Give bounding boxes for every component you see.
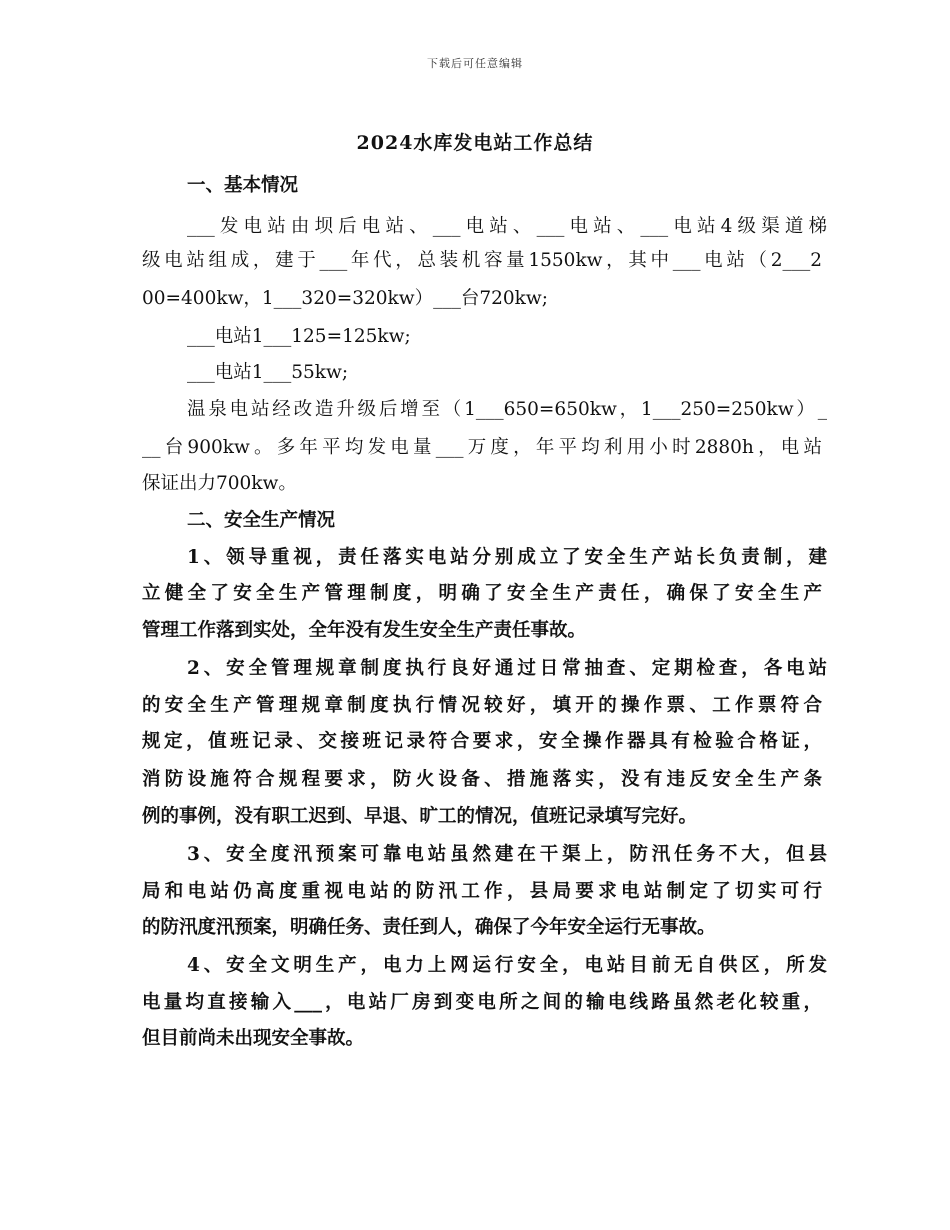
paragraph-line: 局和电站仍高度重视电站的防汛工作，县局要求电站制定了切实可行 bbox=[142, 881, 822, 902]
paragraph-line: 立健全了安全生产管理制度，明确了安全生产责任，确保了安全生产 bbox=[142, 583, 822, 604]
paragraph-line: 例的事例，没有职工迟到、早退、旷工的情况，值班记录填写完好。 bbox=[142, 806, 698, 827]
section1-line: 保证出力700kw。 bbox=[142, 473, 297, 494]
section2-heading: 二、安全生产情况 bbox=[187, 510, 336, 531]
section1-line: ___电站1___55kw; bbox=[187, 362, 349, 383]
paragraph-line: 3、安全度汛预案可靠电站虽然建在干渠上，防汛任务不大，但县 bbox=[187, 844, 827, 865]
section1-line: 级电站组成，建于___年代，总装机容量1550kw，其中___电站（2___2 bbox=[142, 250, 822, 271]
paragraph-line: 规定，值班记录、交接班记录符合要求，安全操作器具有检验合格证， bbox=[142, 731, 822, 752]
section1-line: ___电站1___125=125kw; bbox=[187, 326, 411, 347]
section1-line: 温泉电站经改造升级后增至（1___650=650kw，1___250=250kw）_ bbox=[187, 399, 827, 420]
paragraph-line: 但目前尚未出现安全事故。 bbox=[142, 1028, 365, 1049]
paragraph-line: 4、安全文明生产，电力上网运行安全，电站目前无自供区，所发 bbox=[187, 955, 827, 976]
paragraph-line: 消防设施符合规程要求，防火设备、措施落实，没有违反安全生产条 bbox=[142, 769, 822, 790]
section1-line: 00=400kw，1___320=320kw）___台720kw; bbox=[142, 288, 548, 309]
section1-heading: 一、基本情况 bbox=[187, 175, 299, 196]
paragraph-line: 1、领导重视，责任落实电站分别成立了安全生产站长负责制，建 bbox=[187, 547, 827, 568]
paragraph-line: 管理工作落到实处，全年没有发生安全生产责任事故。 bbox=[142, 620, 587, 641]
paragraph-line: 电量均直接输入___，电站厂房到变电所之间的输电线路虽然老化较重， bbox=[142, 992, 822, 1013]
section1-line: __台900kw。多年平均发电量___万度，年平均利用小时2880h，电站 bbox=[142, 437, 822, 458]
page-title: 2024水库发电站工作总结 bbox=[356, 132, 594, 154]
paragraph-line: 2、安全管理规章制度执行良好通过日常抽查、定期检查，各电站 bbox=[187, 658, 827, 679]
paragraph-line: 的安全生产管理规章制度执行情况较好，填开的操作票、工作票符合 bbox=[142, 695, 822, 716]
section1-line: ___发电站由坝后电站、___电站、___电站、___电站4级渠道梯 bbox=[187, 216, 827, 237]
header-note: 下载后可任意编辑 bbox=[427, 57, 523, 70]
paragraph-line: 的防汛度汛预案，明确任务、责任到人，确保了今年安全运行无事故。 bbox=[142, 917, 716, 938]
